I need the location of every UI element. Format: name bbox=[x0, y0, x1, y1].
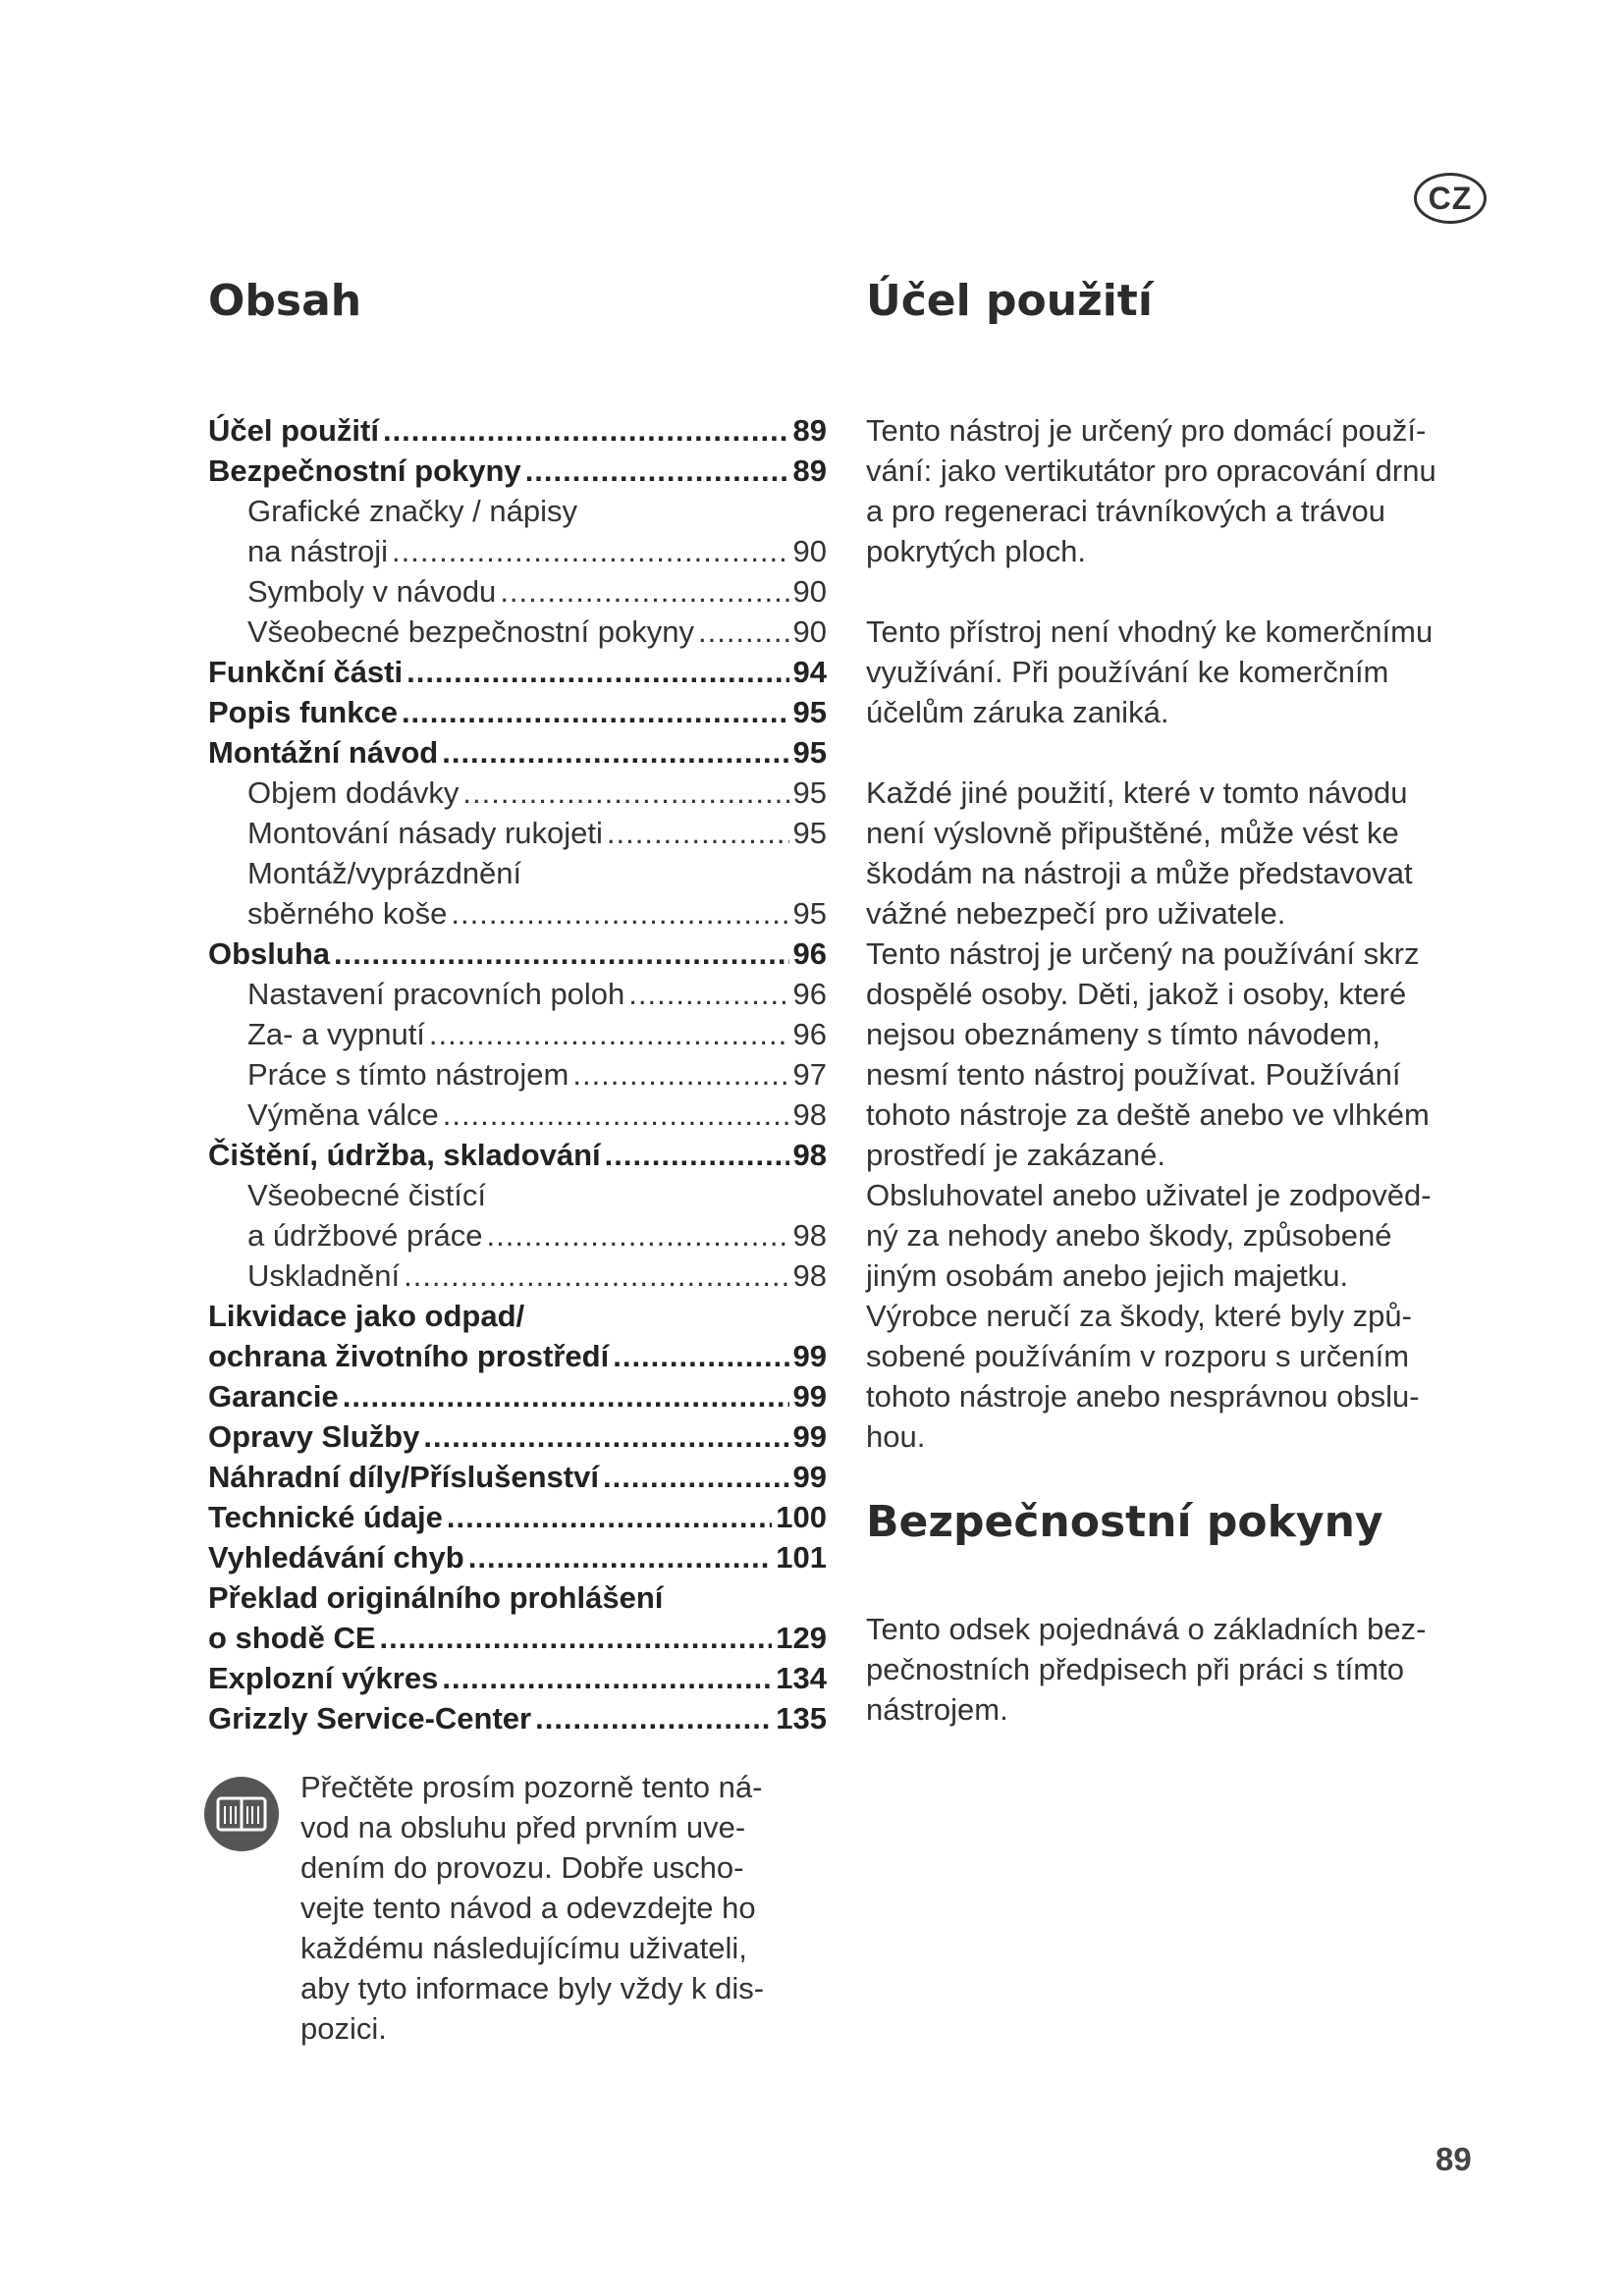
toc-entry bbox=[208, 491, 827, 531]
toc-entry-title: Montování násady rukojeti bbox=[247, 816, 603, 850]
toc-entry bbox=[208, 974, 827, 1014]
table-of-contents bbox=[208, 410, 827, 1738]
toc-entry-page: 134 bbox=[776, 1661, 827, 1695]
toc-entry bbox=[208, 893, 827, 934]
toc-leader-dots bbox=[406, 652, 788, 692]
toc-entry-title: Nastavení pracovních poloh bbox=[247, 977, 625, 1011]
toc-entry bbox=[208, 612, 827, 652]
toc-entry bbox=[208, 531, 827, 571]
toc-entry-page: 98 bbox=[792, 1218, 827, 1253]
toc-entry-title: na nástroji bbox=[247, 534, 389, 568]
toc-entry bbox=[208, 1698, 827, 1738]
toc-entry-title: Opravy Služby bbox=[208, 1419, 420, 1454]
paragraph-safety-intro: Tento odsek pojednává o základních bez- pečnostních předpisech při práci s tímto nástrojem. bbox=[866, 1612, 1427, 1727]
toc-leader-dots bbox=[525, 451, 789, 491]
toc-entry bbox=[208, 1577, 827, 1618]
toc-entry-title: Všeobecné čistící bbox=[247, 1178, 486, 1212]
toc-entry-page: 96 bbox=[792, 977, 827, 1011]
toc-entry-page: 95 bbox=[792, 775, 827, 810]
toc-entry-page: 96 bbox=[792, 1017, 827, 1051]
toc-entry bbox=[208, 1095, 827, 1135]
toc-entry-title: Účel použití bbox=[208, 413, 379, 448]
toc-entry bbox=[208, 652, 827, 692]
toc-entry-page: 99 bbox=[792, 1339, 827, 1373]
toc-entry-title: Grafické značky / nápisy bbox=[247, 494, 577, 528]
toc-entry-title: Montážní návod bbox=[208, 735, 439, 770]
read-manual-note bbox=[204, 1767, 833, 2049]
toc-entry-page: 95 bbox=[792, 896, 827, 931]
toc-leader-dots bbox=[429, 1014, 789, 1054]
toc-entry bbox=[208, 853, 827, 893]
toc-entry-title: Garancie bbox=[208, 1379, 339, 1414]
toc-entry-page: 90 bbox=[792, 614, 827, 649]
language-code: CZ bbox=[1428, 180, 1473, 216]
toc-entry-title: o shodě CE bbox=[208, 1621, 376, 1655]
toc-entry-title: Popis funkce bbox=[208, 695, 398, 729]
toc-leader-dots bbox=[383, 410, 789, 451]
toc-entry-page: 90 bbox=[792, 574, 827, 609]
section-title-intended-use: Účel použití bbox=[866, 276, 1153, 326]
toc-entry bbox=[208, 1014, 827, 1054]
toc-entry-page: 90 bbox=[792, 534, 827, 568]
toc-leader-dots bbox=[605, 1135, 789, 1175]
toc-entry-title: Za- a vypnutí bbox=[247, 1017, 425, 1051]
toc-leader-dots bbox=[603, 1457, 789, 1497]
toc-entry-page: 96 bbox=[792, 936, 827, 971]
toc-entry-page: 95 bbox=[792, 816, 827, 850]
toc-entry-page: 97 bbox=[792, 1057, 827, 1092]
toc-leader-dots bbox=[380, 1618, 773, 1658]
paragraph-intended-use: Tento nástroj je určený pro domácí použí- vání: jako vertikutátor pro opracování drnu a pro regeneraci trávníkových a trávou pokrytých ploch. bbox=[866, 413, 1436, 568]
toc-entry-page: 135 bbox=[776, 1701, 827, 1735]
toc-entry-title: Uskladnění bbox=[247, 1258, 401, 1293]
toc-entry-page: 89 bbox=[792, 454, 827, 488]
toc-leader-dots bbox=[423, 1416, 788, 1457]
toc-entry bbox=[208, 1618, 827, 1658]
toc-leader-dots bbox=[613, 1336, 788, 1376]
toc-entry-title: Likvidace jako odpad/ bbox=[208, 1299, 525, 1333]
toc-entry bbox=[208, 1658, 827, 1698]
toc-entry-title: Symboly v návodu bbox=[247, 574, 497, 609]
toc-entry-page: 101 bbox=[776, 1540, 827, 1575]
toc-entry bbox=[208, 732, 827, 773]
toc-entry-title: Grizzly Service-Center bbox=[208, 1701, 532, 1735]
toc-entry bbox=[208, 1054, 827, 1095]
toc-entry-title: Obsluha bbox=[208, 936, 331, 971]
toc-entry bbox=[208, 773, 827, 813]
read-manual-text: Přečtěte prosím pozorně tento ná- vod na obsluhu před prvním uve- dením do provozu. Dobře uscho- vejte tento návod a odevzdejte ho každému následujícímu uživateli, aby tyto informace byly vždy k dis- pozici. bbox=[300, 1770, 765, 2046]
toc-leader-dots bbox=[392, 531, 788, 571]
toc-entry-title: Náhradní díly/Příslušenství bbox=[208, 1460, 599, 1494]
paragraph-other-use: Každé jiné použití, které v tomto návodu není výslovně připuštěné, může vést ke škodám na nástroji a může představovat vážné nebezpečí pro uživatele. bbox=[866, 775, 1413, 931]
contents-title: Obsah bbox=[208, 276, 362, 326]
toc-leader-dots bbox=[468, 1537, 773, 1577]
toc-entry-page: 98 bbox=[792, 1258, 827, 1293]
toc-entry bbox=[208, 692, 827, 732]
toc-entry-page: 95 bbox=[792, 735, 827, 770]
toc-entry-title: Čištění, údržba, skladování bbox=[208, 1138, 601, 1172]
paragraph-commercial-use: Tento přístroj není vhodný ke komerčnímu využívání. Při používání ke komerčním účelům záruka zaniká. bbox=[866, 614, 1434, 729]
content-column bbox=[866, 271, 1494, 1730]
toc-entry bbox=[208, 1175, 827, 1215]
toc-entry bbox=[208, 1215, 827, 1255]
toc-entry-page: 98 bbox=[792, 1138, 827, 1172]
toc-entry-title: Práce s tímto nástrojem bbox=[247, 1057, 569, 1092]
toc-leader-dots bbox=[334, 934, 789, 974]
toc-entry bbox=[208, 1416, 827, 1457]
paragraph-operator-responsibility: Obsluhovatel anebo uživatel je zodpověd- ný za nehody anebo škody, způsobené jiným osobám anebo jejich majetku. bbox=[866, 1178, 1432, 1293]
toc-entry-page: 94 bbox=[792, 655, 827, 689]
toc-leader-dots bbox=[628, 974, 788, 1014]
toc-leader-dots bbox=[607, 813, 789, 853]
page-number: 89 bbox=[1435, 2141, 1472, 2177]
paragraph-adults-only: Tento nástroj je určený na používání skrz dospělé osoby. Děti, jakož i osoby, které nejsou obeznámeny s tímto návodem, nesmí tento nástroj používat. Používání tohoto nástroje za deště anebo ve vlhkém prostředí je zakázané. bbox=[866, 936, 1430, 1172]
open-book-icon bbox=[204, 1777, 279, 1851]
toc-entry-title: Překlad originálního prohlášení bbox=[208, 1580, 664, 1615]
toc-entry-title: Objem dodávky bbox=[247, 775, 460, 810]
toc-entry bbox=[208, 1135, 827, 1175]
toc-entry-title: sběrného koše bbox=[247, 896, 448, 931]
toc-entry bbox=[208, 1255, 827, 1296]
toc-entry-page: 99 bbox=[792, 1419, 827, 1454]
toc-entry bbox=[208, 1457, 827, 1497]
toc-entry-title: ochrana životního prostředí bbox=[208, 1339, 610, 1373]
toc-leader-dots bbox=[500, 571, 788, 612]
section-title-safety: Bezpečnostní pokyny bbox=[866, 1497, 1383, 1547]
toc-entry-title: Všeobecné bezpečnostní pokyny bbox=[247, 614, 694, 649]
toc-entry-title: a údržbové práce bbox=[247, 1218, 483, 1253]
toc-leader-dots bbox=[442, 1658, 772, 1698]
toc-entry bbox=[208, 571, 827, 612]
toc-entry-title: Technické údaje bbox=[208, 1500, 443, 1534]
toc-entry bbox=[208, 934, 827, 974]
toc-entry bbox=[208, 1537, 827, 1577]
toc-entry-title: Výměna válce bbox=[247, 1097, 439, 1132]
toc-leader-dots bbox=[447, 1497, 772, 1537]
toc-leader-dots bbox=[462, 773, 788, 813]
toc-entry-page: 95 bbox=[792, 695, 827, 729]
toc-entry-title: Explozní výkres bbox=[208, 1661, 439, 1695]
toc-entry-page: 99 bbox=[792, 1460, 827, 1494]
toc-leader-dots bbox=[535, 1698, 772, 1738]
toc-leader-dots bbox=[404, 1255, 788, 1296]
toc-entry bbox=[208, 1497, 827, 1537]
toc-leader-dots bbox=[442, 732, 788, 773]
language-badge bbox=[1414, 173, 1487, 224]
contents-column bbox=[208, 271, 827, 1738]
paragraph-manufacturer-liability: Výrobce neručí za škody, které byly způ- sobené používáním v rozporu s určením tohoto nástroje anebo nesprávnou obslu- hou. bbox=[866, 1299, 1420, 1454]
toc-entry bbox=[208, 410, 827, 451]
toc-entry bbox=[208, 1376, 827, 1416]
toc-entry-page: 98 bbox=[792, 1097, 827, 1132]
toc-entry-title: Vyhledávání chyb bbox=[208, 1540, 464, 1575]
toc-entry bbox=[208, 1296, 827, 1336]
toc-leader-dots bbox=[443, 1095, 789, 1135]
toc-leader-dots bbox=[572, 1054, 788, 1095]
toc-entry-title: Montáž/vyprázdnění bbox=[247, 856, 522, 890]
toc-entry-page: 129 bbox=[776, 1621, 827, 1655]
toc-leader-dots bbox=[402, 692, 789, 732]
toc-leader-dots bbox=[343, 1376, 789, 1416]
toc-entry-page: 100 bbox=[776, 1500, 827, 1534]
toc-leader-dots bbox=[487, 1215, 789, 1255]
toc-leader-dots bbox=[451, 893, 788, 934]
toc-entry-title: Funkční části bbox=[208, 655, 404, 689]
toc-entry bbox=[208, 451, 827, 491]
toc-entry bbox=[208, 1336, 827, 1376]
toc-entry bbox=[208, 813, 827, 853]
toc-entry-page: 89 bbox=[792, 413, 827, 448]
toc-entry-page: 99 bbox=[792, 1379, 827, 1414]
toc-entry-title: Bezpečnostní pokyny bbox=[208, 454, 521, 488]
toc-leader-dots bbox=[698, 612, 789, 652]
